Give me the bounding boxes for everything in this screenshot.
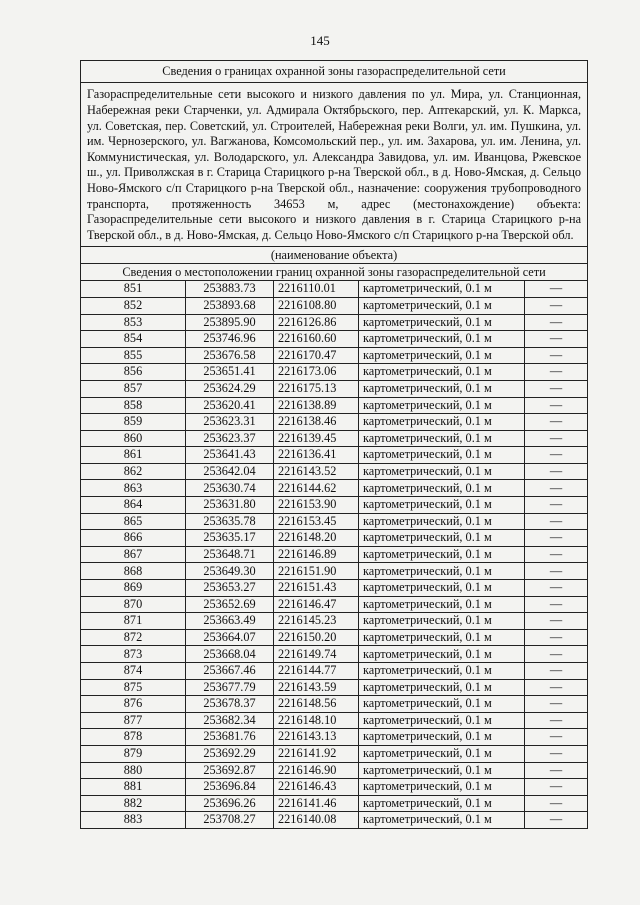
point-number-cell: 878 xyxy=(81,729,186,746)
note-cell: — xyxy=(525,779,588,796)
coord-x-cell: 253648.71 xyxy=(186,546,274,563)
coord-y-cell: 2216141.92 xyxy=(274,745,359,762)
method-cell: картометрический, 0.1 м xyxy=(359,297,525,314)
coord-y-cell: 2216144.62 xyxy=(274,480,359,497)
note-cell: — xyxy=(525,513,588,530)
note-cell: — xyxy=(525,563,588,580)
coord-x-cell: 253635.17 xyxy=(186,530,274,547)
table-row xyxy=(81,762,588,779)
coord-x-cell: 253692.29 xyxy=(186,745,274,762)
note-cell: — xyxy=(525,580,588,597)
coord-x-cell: 253663.49 xyxy=(186,613,274,630)
object-caption: (наименование объекта) xyxy=(81,247,588,264)
point-number-cell: 872 xyxy=(81,629,186,646)
method-cell: картометрический, 0.1 м xyxy=(359,281,525,298)
coord-x-cell: 253708.27 xyxy=(186,812,274,829)
note-cell: — xyxy=(525,795,588,812)
method-cell: картометрический, 0.1 м xyxy=(359,696,525,713)
coord-x-cell: 253642.04 xyxy=(186,463,274,480)
table-row xyxy=(81,679,588,696)
note-cell: — xyxy=(525,663,588,680)
point-number-cell: 870 xyxy=(81,596,186,613)
note-cell: — xyxy=(525,364,588,381)
coord-x-cell: 253652.69 xyxy=(186,596,274,613)
coord-x-cell: 253895.90 xyxy=(186,314,274,331)
point-number-cell: 875 xyxy=(81,679,186,696)
coord-x-cell: 253631.80 xyxy=(186,497,274,514)
coord-y-cell: 2216126.86 xyxy=(274,314,359,331)
note-cell: — xyxy=(525,463,588,480)
coord-x-cell: 253653.27 xyxy=(186,580,274,597)
method-cell: картометрический, 0.1 м xyxy=(359,513,525,530)
coord-y-cell: 2216148.10 xyxy=(274,712,359,729)
note-cell: — xyxy=(525,762,588,779)
table-row xyxy=(81,497,588,514)
coord-x-cell: 253681.76 xyxy=(186,729,274,746)
point-number-cell: 859 xyxy=(81,414,186,431)
table-row xyxy=(81,779,588,796)
coord-x-cell: 253649.30 xyxy=(186,563,274,580)
point-number-cell: 868 xyxy=(81,563,186,580)
coord-x-cell: 253620.41 xyxy=(186,397,274,414)
note-cell: — xyxy=(525,497,588,514)
coord-x-cell: 253635.78 xyxy=(186,513,274,530)
point-number-cell: 865 xyxy=(81,513,186,530)
method-cell: картометрический, 0.1 м xyxy=(359,629,525,646)
coord-y-cell: 2216153.90 xyxy=(274,497,359,514)
point-number-cell: 882 xyxy=(81,795,186,812)
coord-y-cell: 2216136.41 xyxy=(274,447,359,464)
boundary-table xyxy=(80,60,588,829)
coord-x-cell: 253651.41 xyxy=(186,364,274,381)
method-cell: картометрический, 0.1 м xyxy=(359,414,525,431)
point-number-cell: 860 xyxy=(81,430,186,447)
method-cell: картометрический, 0.1 м xyxy=(359,812,525,829)
table-row xyxy=(81,712,588,729)
note-cell: — xyxy=(525,712,588,729)
table-row xyxy=(81,347,588,364)
coord-x-cell: 253624.29 xyxy=(186,380,274,397)
method-cell: картометрический, 0.1 м xyxy=(359,497,525,514)
coord-y-cell: 2216151.43 xyxy=(274,580,359,597)
method-cell: картометрический, 0.1 м xyxy=(359,546,525,563)
method-cell: картометрический, 0.1 м xyxy=(359,596,525,613)
coord-y-cell: 2216146.47 xyxy=(274,596,359,613)
coord-y-cell: 2216144.77 xyxy=(274,663,359,680)
coord-y-cell: 2216138.89 xyxy=(274,397,359,414)
section-title: Сведения о границах охранной зоны газораспределительной сети xyxy=(81,61,588,83)
coord-x-cell: 253696.84 xyxy=(186,779,274,796)
coord-y-cell: 2216148.20 xyxy=(274,530,359,547)
coord-y-cell: 2216145.23 xyxy=(274,613,359,630)
coord-y-cell: 2216143.52 xyxy=(274,463,359,480)
method-cell: картометрический, 0.1 м xyxy=(359,430,525,447)
table-row xyxy=(81,663,588,680)
coord-x-cell: 253667.46 xyxy=(186,663,274,680)
method-cell: картометрический, 0.1 м xyxy=(359,314,525,331)
table-row xyxy=(81,745,588,762)
coord-y-cell: 2216146.89 xyxy=(274,546,359,563)
method-cell: картометрический, 0.1 м xyxy=(359,762,525,779)
coord-x-cell: 253668.04 xyxy=(186,646,274,663)
point-number-cell: 869 xyxy=(81,580,186,597)
table-row xyxy=(81,812,588,829)
note-cell: — xyxy=(525,629,588,646)
point-number-cell: 863 xyxy=(81,480,186,497)
point-number-cell: 871 xyxy=(81,613,186,630)
table-row xyxy=(81,447,588,464)
coord-y-cell: 2216148.56 xyxy=(274,696,359,713)
coord-y-cell: 2216173.06 xyxy=(274,364,359,381)
note-cell: — xyxy=(525,480,588,497)
method-cell: картометрический, 0.1 м xyxy=(359,347,525,364)
coord-x-cell: 253893.68 xyxy=(186,297,274,314)
note-cell: — xyxy=(525,745,588,762)
table-row xyxy=(81,480,588,497)
coord-x-cell: 253623.37 xyxy=(186,430,274,447)
coord-x-cell: 253883.73 xyxy=(186,281,274,298)
table-row xyxy=(81,563,588,580)
table-row xyxy=(81,297,588,314)
table-row xyxy=(81,331,588,348)
method-cell: картометрический, 0.1 м xyxy=(359,712,525,729)
table-row xyxy=(81,397,588,414)
method-cell: картометрический, 0.1 м xyxy=(359,463,525,480)
table-row xyxy=(81,281,588,298)
point-number-cell: 864 xyxy=(81,497,186,514)
note-cell: — xyxy=(525,281,588,298)
method-cell: картометрический, 0.1 м xyxy=(359,646,525,663)
table-row xyxy=(81,530,588,547)
point-number-cell: 851 xyxy=(81,281,186,298)
point-number-cell: 858 xyxy=(81,397,186,414)
coord-y-cell: 2216143.13 xyxy=(274,729,359,746)
table-row xyxy=(81,546,588,563)
table-row xyxy=(81,580,588,597)
note-cell: — xyxy=(525,546,588,563)
object-description: Газораспределительные сети высокого и низкого давления по ул. Мира, ул. Станционная, Набережная реки Старченки, ул. Адмирала Октябрьского, пер. Аптекарский, ул. К. Маркса, ул. Советская, пер. Советский, ул. Строителей, Набережная реки Волги, ул. им. Пушкина, ул. им. Чернозерского, ул. Вагжанова, Комсомольский пер., ул. им. Захарова, ул. им. Ленина, ул. Коммунистическая, ул. Володарского, ул. Александра Завидова, ул. им. Иванцова, Ржевское ш., ул. Приволжская в г. Старица Старицкого р-на Тверской обл., в д. Ново-Ямская, д. Сельцо Ново-Ямского с/п Старицкого р-на Тверской обл., назначение: сооружения трубопроводного транспорта, протяженность 34653 м, адрес (местонахождение) объекта: Газораспределительные сети высокого и низкого давления в г. Старица Старицкого р-на Тверской обл., в д. Ново-Ямская, д. Сельцо Ново-Ямского с/п Старицкого р-на Тверской обл. xyxy=(81,83,588,247)
coord-y-cell: 2216141.46 xyxy=(274,795,359,812)
point-number-cell: 877 xyxy=(81,712,186,729)
point-number-cell: 883 xyxy=(81,812,186,829)
method-cell: картометрический, 0.1 м xyxy=(359,729,525,746)
note-cell: — xyxy=(525,331,588,348)
method-cell: картометрический, 0.1 м xyxy=(359,745,525,762)
method-cell: картометрический, 0.1 м xyxy=(359,563,525,580)
point-number-cell: 852 xyxy=(81,297,186,314)
coord-x-cell: 253630.74 xyxy=(186,480,274,497)
table-row xyxy=(81,364,588,381)
note-cell: — xyxy=(525,297,588,314)
coord-y-cell: 2216146.90 xyxy=(274,762,359,779)
note-cell: — xyxy=(525,613,588,630)
coord-x-cell: 253676.58 xyxy=(186,347,274,364)
note-cell: — xyxy=(525,397,588,414)
note-cell: — xyxy=(525,447,588,464)
location-title: Сведения о местоположении границ охранной зоны газораспределительной сети xyxy=(81,264,588,281)
note-cell: — xyxy=(525,314,588,331)
coord-y-cell: 2216140.08 xyxy=(274,812,359,829)
coord-y-cell: 2216149.74 xyxy=(274,646,359,663)
point-number-cell: 876 xyxy=(81,696,186,713)
coord-y-cell: 2216153.45 xyxy=(274,513,359,530)
method-cell: картометрический, 0.1 м xyxy=(359,613,525,630)
point-number-cell: 880 xyxy=(81,762,186,779)
coord-y-cell: 2216108.80 xyxy=(274,297,359,314)
note-cell: — xyxy=(525,530,588,547)
coord-x-cell: 253623.31 xyxy=(186,414,274,431)
point-number-cell: 867 xyxy=(81,546,186,563)
coord-x-cell: 253678.37 xyxy=(186,696,274,713)
point-number-cell: 866 xyxy=(81,530,186,547)
note-cell: — xyxy=(525,347,588,364)
point-number-cell: 855 xyxy=(81,347,186,364)
method-cell: картометрический, 0.1 м xyxy=(359,447,525,464)
method-cell: картометрический, 0.1 м xyxy=(359,679,525,696)
table-row xyxy=(81,795,588,812)
table-row xyxy=(81,629,588,646)
note-cell: — xyxy=(525,596,588,613)
method-cell: картометрический, 0.1 м xyxy=(359,364,525,381)
coord-y-cell: 2216170.47 xyxy=(274,347,359,364)
method-cell: картометрический, 0.1 м xyxy=(359,779,525,796)
note-cell: — xyxy=(525,812,588,829)
note-cell: — xyxy=(525,679,588,696)
coord-x-cell: 253692.87 xyxy=(186,762,274,779)
point-number-cell: 861 xyxy=(81,447,186,464)
point-number-cell: 874 xyxy=(81,663,186,680)
note-cell: — xyxy=(525,696,588,713)
coordinate-rows xyxy=(81,281,588,829)
point-number-cell: 857 xyxy=(81,380,186,397)
note-cell: — xyxy=(525,380,588,397)
coord-y-cell: 2216151.90 xyxy=(274,563,359,580)
coord-x-cell: 253664.07 xyxy=(186,629,274,646)
point-number-cell: 881 xyxy=(81,779,186,796)
coord-y-cell: 2216139.45 xyxy=(274,430,359,447)
coord-x-cell: 253746.96 xyxy=(186,331,274,348)
coord-y-cell: 2216150.20 xyxy=(274,629,359,646)
coord-y-cell: 2216146.43 xyxy=(274,779,359,796)
method-cell: картометрический, 0.1 м xyxy=(359,380,525,397)
note-cell: — xyxy=(525,414,588,431)
coord-x-cell: 253696.26 xyxy=(186,795,274,812)
table-row xyxy=(81,646,588,663)
coord-y-cell: 2216110.01 xyxy=(274,281,359,298)
coord-y-cell: 2216175.13 xyxy=(274,380,359,397)
table-row xyxy=(81,513,588,530)
coord-x-cell: 253677.79 xyxy=(186,679,274,696)
note-cell: — xyxy=(525,646,588,663)
method-cell: картометрический, 0.1 м xyxy=(359,663,525,680)
point-number-cell: 879 xyxy=(81,745,186,762)
table-row xyxy=(81,613,588,630)
method-cell: картометрический, 0.1 м xyxy=(359,397,525,414)
table-row xyxy=(81,463,588,480)
table-row xyxy=(81,596,588,613)
point-number-cell: 862 xyxy=(81,463,186,480)
method-cell: картометрический, 0.1 м xyxy=(359,580,525,597)
coord-y-cell: 2216138.46 xyxy=(274,414,359,431)
table-row xyxy=(81,314,588,331)
table-row xyxy=(81,729,588,746)
point-number-cell: 873 xyxy=(81,646,186,663)
method-cell: картометрический, 0.1 м xyxy=(359,530,525,547)
note-cell: — xyxy=(525,430,588,447)
method-cell: картометрический, 0.1 м xyxy=(359,331,525,348)
table-row xyxy=(81,696,588,713)
point-number-cell: 856 xyxy=(81,364,186,381)
note-cell: — xyxy=(525,729,588,746)
table-row xyxy=(81,430,588,447)
method-cell: картометрический, 0.1 м xyxy=(359,795,525,812)
method-cell: картометрический, 0.1 м xyxy=(359,480,525,497)
point-number-cell: 853 xyxy=(81,314,186,331)
table-row xyxy=(81,380,588,397)
page-number: 145 xyxy=(310,33,330,48)
coord-y-cell: 2216143.59 xyxy=(274,679,359,696)
coord-y-cell: 2216160.60 xyxy=(274,331,359,348)
table-row xyxy=(81,414,588,431)
point-number-cell: 854 xyxy=(81,331,186,348)
coord-x-cell: 253682.34 xyxy=(186,712,274,729)
coord-x-cell: 253641.43 xyxy=(186,447,274,464)
